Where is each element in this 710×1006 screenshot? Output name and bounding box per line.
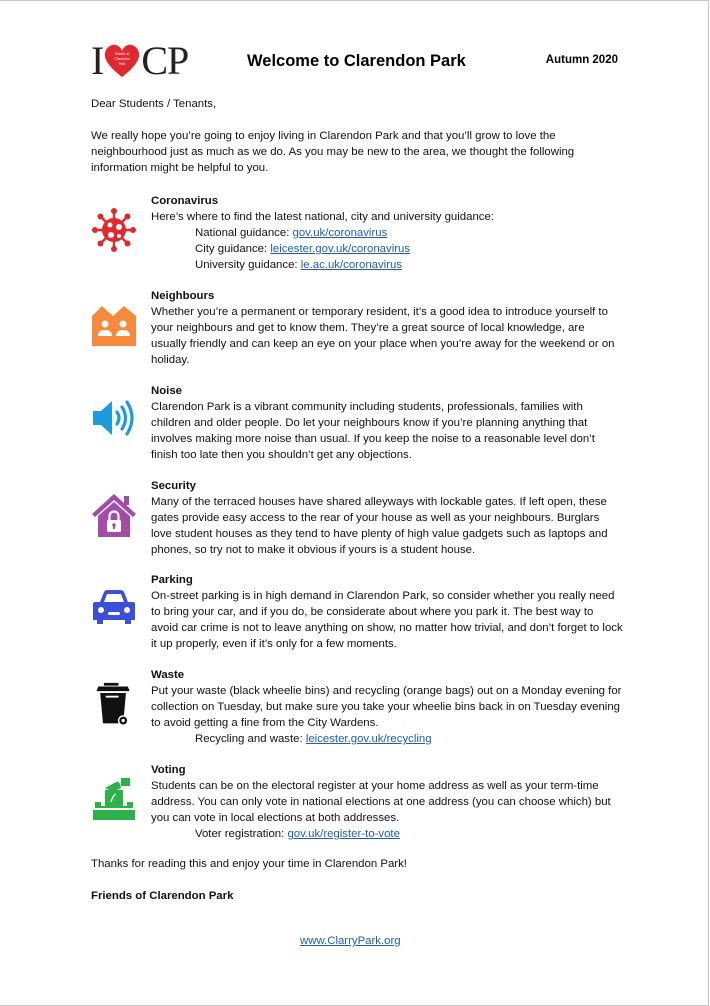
intro-paragraph: We really hope you’re going to enjoy living in Clarendon Park and that you’ll grow to love the neighbourhood just as much as we do. As you may be new to the area, we thought the following information might be helpful to you. [91, 130, 575, 174]
ballot-box-icon [91, 776, 137, 822]
logo [91, 38, 189, 83]
link-label: University guidance: [195, 259, 301, 271]
link-line-university [151, 257, 623, 273]
section-title: Parking [151, 574, 193, 586]
greeting: Dear Students / Tenants, [91, 98, 217, 110]
section-title: Voting [151, 764, 186, 776]
section-body [151, 193, 623, 273]
section-body [151, 383, 623, 463]
link-label: National guidance: [195, 227, 293, 239]
section-body [151, 667, 623, 747]
signoff: Friends of Clarendon Park [91, 890, 234, 902]
heart-text-line-2: Clarendon [114, 57, 130, 61]
section-body [151, 762, 623, 842]
page-title: Welcome to Clarendon Park [247, 52, 466, 70]
virus-icon [91, 207, 137, 253]
university-guidance-link[interactable]: le.ac.uk/coronavirus [300, 259, 403, 271]
section-text: Students can be on the electoral register at your home address as well as your term-time address. You can only vote in national elections at one address (you can choose which) but you can vote in local elections at both addresses. [151, 780, 611, 824]
season-label: Autumn 2020 [545, 54, 618, 66]
recycling-link[interactable]: leicester.gov.uk/recycling [305, 733, 432, 745]
link-label: City guidance: [195, 243, 271, 255]
section-title: Waste [151, 669, 185, 681]
car-icon [91, 584, 137, 630]
logo-letters-cp: CP [141, 38, 189, 83]
link-line-city [151, 241, 623, 257]
link-line-national [151, 225, 623, 241]
section-text: Many of the terraced houses have shared alleyways with lockable gates. If left open, these gates provide easy access to the rear of your house as well as your neighbours. Burglars love student houses as they tend to have plenty of high value gadgets such as laptops and phones, so try not to make it obvious if yours is a student house. [151, 496, 608, 556]
header [91, 38, 618, 83]
section-body [151, 478, 623, 558]
heart-icon [104, 44, 140, 78]
link-line-recycling [151, 731, 623, 747]
section-text: Whether you’re a permanent or temporary resident, it’s a good idea to introduce yourself to your neighbours and get to know them. They’re a great source of local knowledge, are usually friendly and can keep an eye on your place when you’re away for the weekend or on holiday. [151, 306, 615, 366]
section-title: Security [151, 480, 196, 492]
website-link[interactable]: www.ClarryPark.org [300, 935, 401, 947]
logo-letter-i: I [91, 38, 104, 83]
section-text: Put your waste (black wheelie bins) and recycling (orange bags) out on a Monday evening for collection on Tuesday, but make sure you take your wheelie bins back in on Tuesday evening to avoid getting a fine from the City Wardens. [151, 685, 622, 729]
section-title: Coronavirus [151, 195, 219, 207]
city-guidance-link[interactable]: leicester.gov.uk/coronavirus [270, 243, 411, 255]
heart-text-line-1: Friends of [114, 52, 130, 56]
section-title: Noise [151, 385, 183, 397]
closing-text: Thanks for reading this and enjoy your time in Clarendon Park! [91, 858, 407, 870]
link-label: Voter registration: [195, 828, 288, 840]
link-label: Recycling and waste: [195, 733, 306, 745]
speaker-icon [91, 395, 137, 441]
section-body [151, 572, 623, 652]
neighbours-icon [91, 302, 137, 348]
section-title: Neighbours [151, 290, 215, 302]
section-text: On-street parking is in high demand in Clarendon Park, so consider whether you really need to bring your car, and if you do, be considerate about where you park it. The best way to avoid car crime is not to leave anything on show, no matter how trivial, and don’t forget to lock it up properly, even if it’s only for a few moments. [151, 590, 623, 650]
house-lock-icon [91, 492, 137, 538]
section-text: Clarendon Park is a vibrant community including students, professionals, families with children and older people. Do let your neighbours know if you’re planning anything that involves making more noise than usual. If you keep the noise to a reasonable level don’t finish too late then you shouldn’t get any objections. [151, 401, 595, 461]
wheelie-bin-icon [91, 681, 137, 727]
link-line-voter-registration [151, 826, 623, 842]
national-guidance-link[interactable]: gov.uk/coronavirus [292, 227, 388, 239]
heart-text-line-3: Park [119, 62, 126, 66]
section-text: Here’s where to find the latest national, city and university guidance: [151, 211, 494, 223]
voter-registration-link[interactable]: gov.uk/register-to-vote [287, 828, 400, 840]
section-body [151, 288, 623, 368]
